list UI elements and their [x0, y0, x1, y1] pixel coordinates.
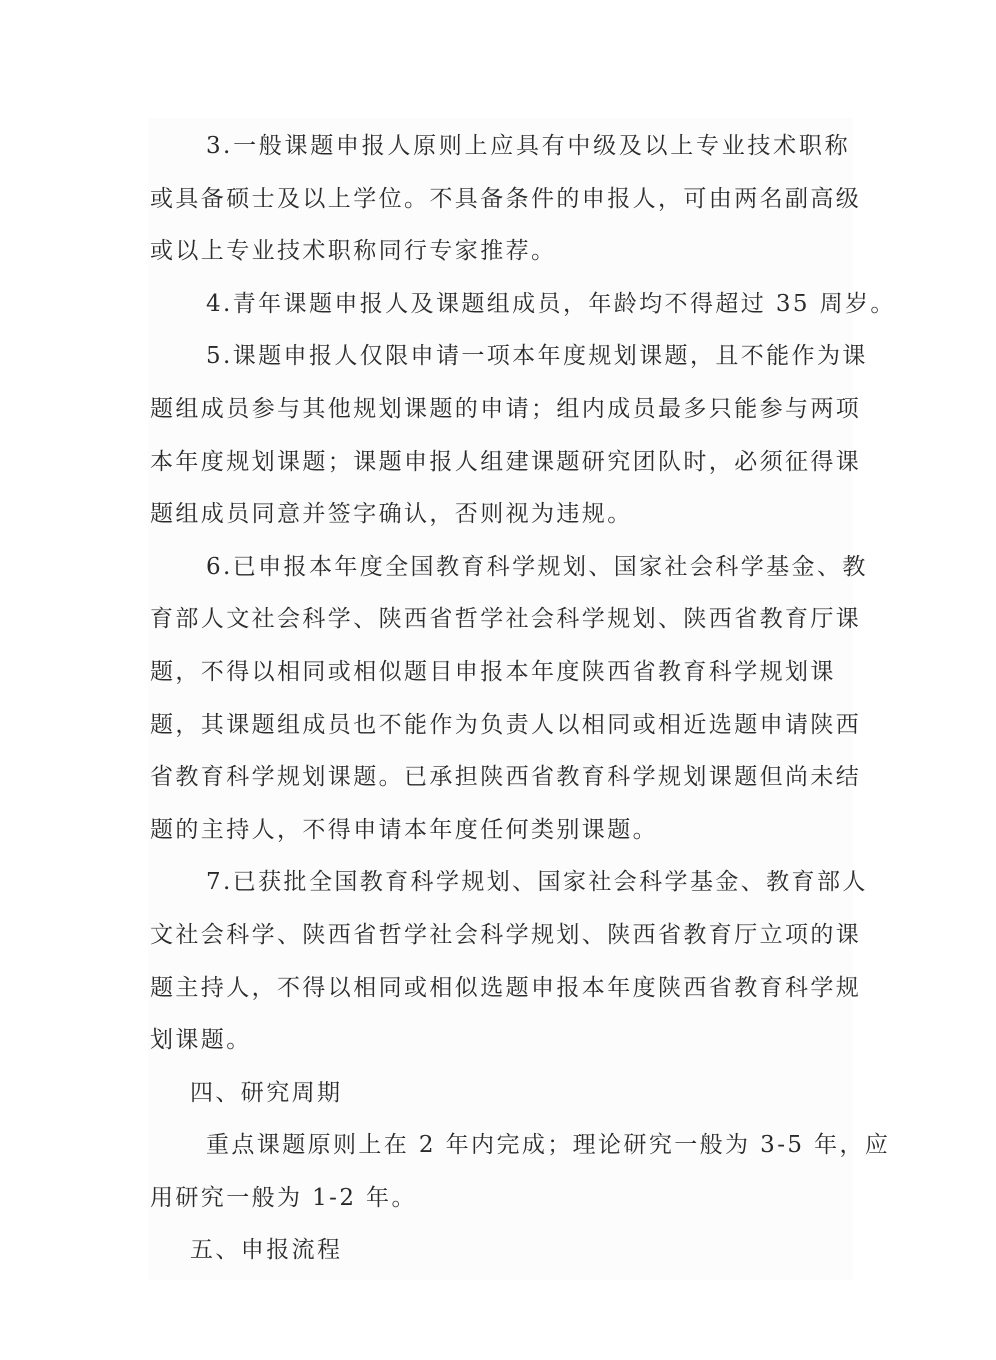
- section-heading-research-period: 四、研究周期: [190, 1079, 343, 1106]
- paragraph-3-line-1: 3.一般课题申报人原则上应具有中级及以上专业技术职称: [206, 133, 850, 159]
- paragraph-7-line-3: 题主持人，不得以相同或相似选题申报本年度陕西省教育科学规: [150, 974, 862, 1001]
- paragraph-4-line-1: 4.青年课题申报人及课题组成员，年龄均不得超过 35 周岁。: [206, 290, 896, 317]
- paragraph-6-line-4: 题，其课题组成员也不能作为负责人以相同或相近选题申请陕西: [150, 711, 862, 738]
- paragraph-7-line-4: 划课题。: [150, 1027, 252, 1054]
- paragraph-5-line-2: 题组成员参与其他规划课题的申请；组内成员最多只能参与两项: [150, 395, 862, 422]
- section-heading-application-process: 五、申报流程: [190, 1237, 343, 1264]
- paragraph-6-line-3: 题，不得以相同或相似题目申报本年度陕西省教育科学规划课: [150, 658, 836, 685]
- paragraph-6-line-2: 育部人文社会科学、陕西省哲学社会科学规划、陕西省教育厅课: [150, 606, 862, 633]
- paragraph-6-line-6: 题的主持人，不得申请本年度任何类别课题。: [150, 816, 658, 843]
- paragraph-7-line-1: 7.已获批全国教育科学规划、国家社会科学基金、教育部人: [206, 869, 868, 896]
- research-period-line-1: 重点课题原则上在 2 年内完成；理论研究一般为 3-5 年，应: [206, 1132, 891, 1159]
- document-body: [150, 120, 896, 1277]
- paragraph-3-line-2: 或具备硕士及以上学位。不具备条件的申报人，可由两名副高级: [150, 185, 862, 212]
- paragraph-7-line-2: 文社会科学、陕西省哲学社会科学规划、陕西省教育厅立项的课: [150, 921, 862, 948]
- paragraph-5-line-1: 5.课题申报人仅限申请一项本年度规划课题，且不能作为课: [206, 343, 868, 370]
- paragraph-6-line-1: 6.已申报本年度全国教育科学规划、国家社会科学基金、教: [206, 553, 868, 580]
- paragraph-6-line-5: 省教育科学规划课题。已承担陕西省教育科学规划课题但尚未结: [150, 764, 862, 791]
- paragraph-5-line-3: 本年度规划课题；课题申报人组建课题研究团队时，必须征得课: [150, 448, 862, 475]
- research-period-line-2: 用研究一般为 1-2 年。: [150, 1184, 417, 1211]
- paragraph-5-line-4: 题组成员同意并签字确认，否则视为违规。: [150, 501, 633, 528]
- paragraph-3-line-3: 或以上专业技术职称同行专家推荐。: [150, 238, 557, 265]
